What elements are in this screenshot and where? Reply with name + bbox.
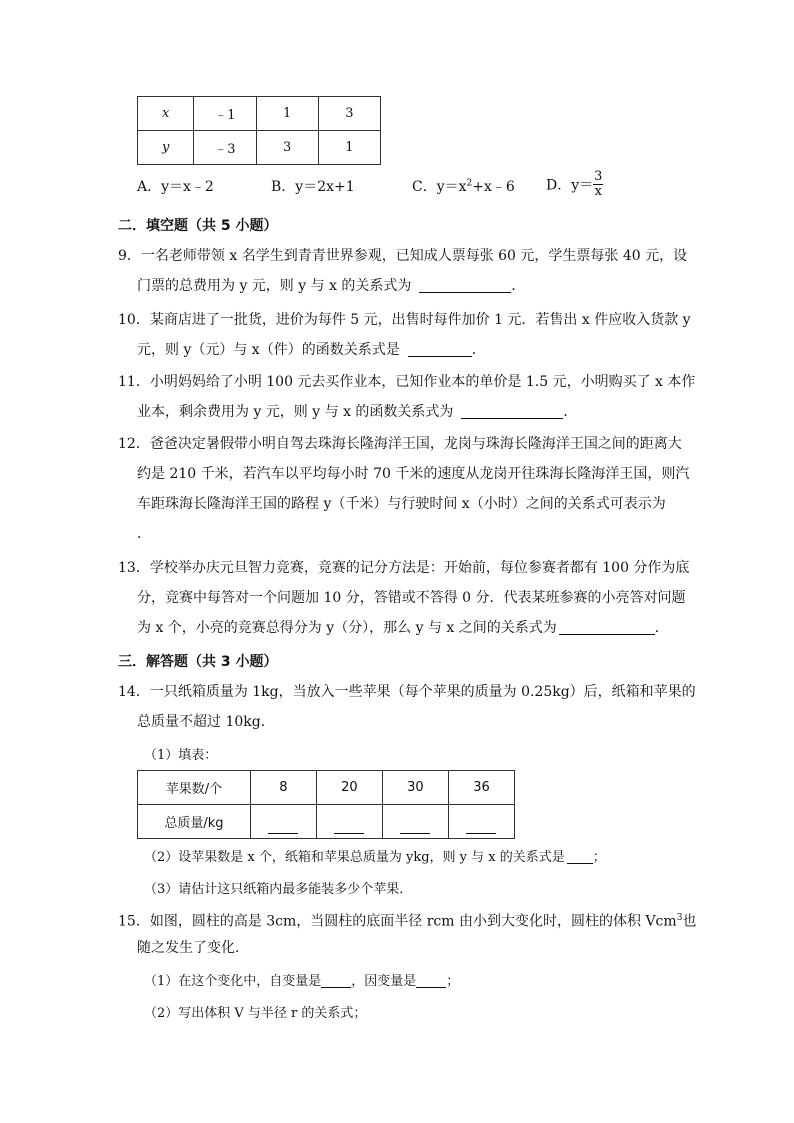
q8-cell: 3 bbox=[318, 97, 380, 131]
q14-part1: （1）填表： bbox=[144, 748, 218, 763]
q14-part2-end: ； bbox=[592, 850, 606, 865]
q14-answer-cell[interactable] bbox=[316, 805, 382, 839]
q13-text: 为 x 个，小亮的竞赛总得分为 y（分），那么 y 与 x 之间的关系式为 bbox=[137, 620, 557, 636]
q8-option-c bbox=[412, 176, 515, 196]
q13-line3 bbox=[137, 618, 669, 638]
q14-part3: （3）请估计这只纸箱内最多能装多少个苹果． bbox=[144, 882, 413, 897]
q14-cell: 20 bbox=[316, 771, 382, 805]
q14-cell: 总质量/kg bbox=[138, 805, 251, 839]
q14-answer-cell[interactable] bbox=[448, 805, 514, 839]
q14-part2-text: （2）设苹果数是 x 个，纸箱和苹果总质量为 ykg，则 y 与 x 的关系式是 bbox=[144, 850, 565, 865]
q14-answer-cell[interactable] bbox=[382, 805, 448, 839]
q13-line1: 13．学校举办庆元旦智力竞赛，竞赛的记分方法是：开始前，每位参赛者都有 100 分作为底 bbox=[118, 560, 690, 576]
q8-option-c-text: C．y＝x bbox=[412, 179, 467, 195]
q11-line2 bbox=[137, 402, 577, 422]
q14-blank-30[interactable] bbox=[400, 818, 430, 834]
q11-line1: 11．小明妈妈给了小明 100 元去买作业本，已知作业本的单价是 1.5 元，小明购买了 x 本作 bbox=[118, 374, 696, 390]
q15-part1 bbox=[144, 970, 459, 989]
q15-line1-text: 15．如图，圆柱的高是 3cm，当圆柱的底面半径 rcm 由小到大变化时，圆柱的体积 Vcm bbox=[118, 913, 677, 930]
q10-answer-blank[interactable] bbox=[408, 341, 472, 357]
q11-end: ． bbox=[563, 404, 578, 420]
q10-line1: 10．某商店进了一批货，进价为每件 5 元，出售时每件加价 1 元．若售出 x 件应收入货款 y bbox=[118, 312, 691, 328]
q8-option-b: B．y＝2x+1 bbox=[271, 179, 355, 195]
q11-answer-blank[interactable] bbox=[461, 403, 563, 419]
q8-cell: 1 bbox=[318, 131, 380, 165]
q15-part1-text: （1）在这个变化中，自变量是 bbox=[144, 974, 322, 989]
q12-line1: 12．爸爸决定暑假带小明自驾去珠海长隆海洋王国，龙岗与珠海长隆海洋王国之间的距离大 bbox=[118, 436, 682, 452]
q8-option-a: A．y＝x﹣2 bbox=[137, 179, 214, 195]
q12-line3: 车距珠海长隆海洋王国的路程 y（千米）与行驶时间 x（小时）之间的关系式可表示为 bbox=[137, 496, 666, 512]
q12-line4: ． bbox=[137, 526, 151, 542]
q15-part2: （2）写出体积 V 与半径 r 的关系式； bbox=[144, 1006, 367, 1021]
q14-table bbox=[137, 770, 515, 839]
q14-line1: 14．一只纸箱质量为 1kg，当放入一些苹果（每个苹果的质量为 0.25kg）后，纸箱和苹果的 bbox=[118, 684, 696, 700]
q8-option-c-tail: +x﹣6 bbox=[472, 179, 515, 195]
fraction-numerator: 3 bbox=[594, 169, 603, 184]
section-heading-fill-in: 二．填空题（共 5 小题） bbox=[118, 218, 278, 234]
q8-option-c-exponent: 2 bbox=[466, 178, 473, 189]
fraction-denominator: x bbox=[594, 184, 602, 199]
q15-line1-tail: 也 bbox=[682, 913, 697, 930]
q15-line1 bbox=[118, 908, 696, 932]
q8-cell: ﹣3 bbox=[194, 131, 256, 165]
q8-cell: y bbox=[138, 131, 194, 165]
q9-text: 门票的总费用为 y 元，则 y 与 x 的关系式为 bbox=[137, 278, 412, 294]
q8-cell: ﹣1 bbox=[194, 97, 256, 131]
q13-end: ． bbox=[654, 620, 669, 636]
q15-independent-blank[interactable] bbox=[321, 972, 351, 988]
q10-line2 bbox=[137, 340, 486, 360]
q8-cell: 3 bbox=[256, 131, 318, 165]
q15-exponent: 3 bbox=[676, 913, 683, 923]
q12-line2: 约是 210 千米，若汽车以平均每小时 70 千米的速度从龙岗开往珠海长隆海洋王国，则汽 bbox=[137, 466, 690, 482]
q9-line2 bbox=[137, 276, 525, 296]
q11-text: 业本，剩余费用为 y 元，则 y 与 x 的函数关系式为 bbox=[137, 404, 454, 420]
q15-dependent-blank[interactable] bbox=[416, 972, 446, 988]
section-heading-answer: 三．解答题（共 3 小题） bbox=[118, 654, 278, 670]
q8-option-d-fraction bbox=[593, 170, 603, 199]
q14-part2 bbox=[144, 846, 606, 865]
q13-answer-blank[interactable] bbox=[559, 619, 655, 635]
q8-option-d-text: D．y＝ bbox=[546, 177, 594, 194]
q15-line2: 随之发生了变化． bbox=[137, 940, 249, 956]
q14-cell: 30 bbox=[382, 771, 448, 805]
q15-part1-end: ； bbox=[446, 974, 460, 989]
q13-line2: 分，竞赛中每答对一个问题加 10 分，答错或不答得 0 分．代表某班参赛的小亮答对问题 bbox=[137, 590, 686, 606]
q14-blank-36[interactable] bbox=[466, 818, 496, 834]
q8-cell: x bbox=[138, 97, 194, 131]
q8-option-d bbox=[546, 170, 603, 199]
q15-part1-mid: ，因变量是 bbox=[351, 974, 417, 989]
q14-cell: 36 bbox=[448, 771, 514, 805]
q14-cell: 8 bbox=[250, 771, 316, 805]
q10-text: 元，则 y（元）与 x（件）的函数关系式是 bbox=[137, 342, 400, 358]
q14-line2: 总质量不超过 10kg． bbox=[137, 714, 275, 730]
q14-cell: 苹果数/个 bbox=[138, 771, 251, 805]
q9-answer-blank[interactable] bbox=[419, 277, 511, 293]
q14-answer-cell[interactable] bbox=[250, 805, 316, 839]
q8-cell: 1 bbox=[256, 97, 318, 131]
q14-blank-8[interactable] bbox=[268, 818, 298, 834]
q9-line1: 9．一名老师带领 x 名学生到青青世界参观，已知成人票每张 60 元，学生票每张 40 元，设 bbox=[118, 248, 688, 264]
q8-table bbox=[137, 96, 381, 165]
q14-part2-blank[interactable] bbox=[567, 848, 593, 864]
q9-end: ． bbox=[511, 278, 526, 294]
q14-blank-20[interactable] bbox=[334, 818, 364, 834]
q10-end: ． bbox=[471, 342, 486, 358]
